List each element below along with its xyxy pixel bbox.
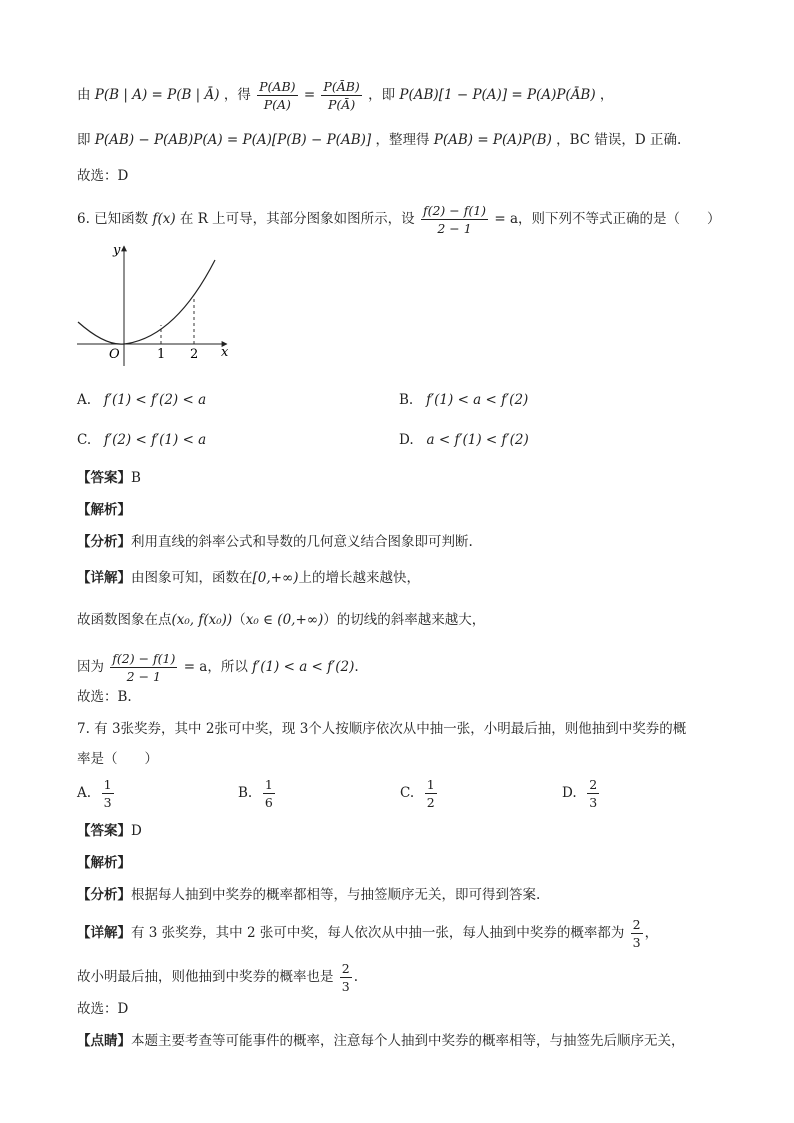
option-key: B. xyxy=(238,785,253,801)
option-text: f′(2) < f′(1) < a xyxy=(104,432,207,448)
fraction-denominator: 3 xyxy=(341,979,350,994)
point: (x₀, f(x₀)) xyxy=(171,612,233,628)
option-key: D. xyxy=(562,785,577,801)
prev-solution-choice: 故选：D xyxy=(77,168,129,184)
fraction-denominator: 2 − 1 xyxy=(126,669,161,684)
q7-choice: 故选：D xyxy=(77,1001,129,1017)
fenxi-text: 根据每人抽到中奖券的概率都相等，与抽签顺序无关，即可得到答案. xyxy=(131,887,541,903)
y-axis-label: y xyxy=(113,243,121,258)
inequality: f′(1) < a < f′(2) xyxy=(252,659,355,675)
equation: P(AB) = P(A)P(B) xyxy=(433,132,552,148)
option-text: a < f′(1) < f′(2) xyxy=(426,432,529,448)
text: 即 xyxy=(77,132,91,148)
fraction-numerator: 2 xyxy=(589,777,598,792)
fraction-denominator: 3 xyxy=(103,795,112,810)
text: . xyxy=(353,969,359,985)
tick-label-2: 2 xyxy=(190,347,199,362)
q7-option-c xyxy=(400,776,439,811)
text: = a，则下列不等式正确的是（ ） xyxy=(494,211,721,227)
text: . xyxy=(354,659,359,675)
text: 有 3 张奖券，其中 2 张可中奖，每人依次从中抽一张，每人抽到中奖券的概率都为 xyxy=(131,925,625,941)
q7-analysis-tag: 【解析】 xyxy=(77,855,131,871)
prev-solution-line-2 xyxy=(77,130,681,150)
option-key: A. xyxy=(77,392,92,408)
domain: x₀ ∈ (0,+∞) xyxy=(245,612,324,628)
option-key: D. xyxy=(399,432,414,448)
option-key: C. xyxy=(400,785,415,801)
option-fraction xyxy=(263,776,275,811)
fraction-numerator: f(2) − f(1) xyxy=(422,203,487,218)
answer-value: D xyxy=(131,823,142,839)
option-fraction xyxy=(102,776,114,811)
fraction xyxy=(340,960,352,995)
text: 6. 已知函数 xyxy=(77,211,149,227)
text: 由图象可知，函数在 xyxy=(131,570,253,586)
q7-detail-line-2 xyxy=(77,960,358,995)
text: 故函数图象在点 xyxy=(77,612,172,628)
text: （ xyxy=(232,612,246,628)
answer-value: B xyxy=(131,470,141,486)
q7-stem-line-1: 7. 有 3张奖券，其中 2张可中奖，现 3个人按顺序依次从中抽一张，小明最后抽，则他抽到中奖券的概 xyxy=(77,721,687,737)
function: f(x) xyxy=(152,211,176,227)
fenxi-tag: 【分析】 xyxy=(77,887,131,903)
fraction-numerator: P(AB) xyxy=(259,79,296,94)
text: 故小明最后抽，则他抽到中奖券的概率也是 xyxy=(77,969,334,985)
fraction xyxy=(631,916,643,951)
text: 在 R 上可导，其部分图象如图所示，设 xyxy=(179,211,415,227)
x-axis-label: x xyxy=(221,345,229,360)
interval: [0,+∞) xyxy=(252,570,299,586)
fraction-denominator: 2 xyxy=(426,795,435,810)
q6-option-d xyxy=(399,430,529,450)
equation: P(AB)[1 − P(A)] = P(A)P(ĀB) xyxy=(399,87,596,103)
q6-detail-line-1 xyxy=(77,568,420,588)
xiangjie-tag: 【详解】 xyxy=(77,925,131,941)
option-text: f′(1) < f′(2) < a xyxy=(103,392,207,408)
fraction-denominator: 3 xyxy=(589,795,598,810)
tick-label-1: 1 xyxy=(157,347,166,362)
fraction-numerator: 1 xyxy=(103,777,112,792)
fraction xyxy=(321,78,361,113)
xiangjie-tag: 【详解】 xyxy=(77,570,131,586)
q7-dianjing xyxy=(77,1031,685,1051)
option-fraction xyxy=(425,776,437,811)
text: ， xyxy=(644,925,659,941)
option-fraction xyxy=(587,776,599,811)
text: = a，所以 xyxy=(183,659,248,675)
text: ， xyxy=(599,87,614,103)
text: ，BC 错误，D 正确. xyxy=(556,132,682,148)
fraction-numerator: 1 xyxy=(264,777,273,792)
q6-detail-line-2 xyxy=(77,610,485,630)
q6-analysis-tag: 【解析】 xyxy=(77,502,131,518)
q7-option-d xyxy=(562,776,601,811)
fraction xyxy=(421,202,488,237)
fraction-denominator: 2 − 1 xyxy=(437,221,472,236)
fraction-denominator: P(Ā) xyxy=(328,97,356,112)
fenxi-tag: 【分析】 xyxy=(77,534,131,550)
q7-option-b xyxy=(238,776,277,811)
fraction xyxy=(257,78,297,113)
dianjing-tag: 【点睛】 xyxy=(77,1033,131,1049)
equation: P(B | A) = P(B | Ā) xyxy=(94,87,220,103)
fraction-numerator: 2 xyxy=(632,917,641,932)
fenxi-text: 利用直线的斜率公式和导数的几何意义结合图象即可判断. xyxy=(131,534,473,550)
option-key: C. xyxy=(77,432,92,448)
origin-label: O xyxy=(109,347,120,362)
function-graph-figure xyxy=(75,240,240,368)
text: 因为 xyxy=(77,659,104,675)
answer-tag: 【答案】 xyxy=(77,470,131,486)
fraction-numerator: 1 xyxy=(426,777,435,792)
text: 上的增长越来越快， xyxy=(298,570,420,586)
prev-solution-line-1: 由 P(B | A) = P(B | Ā) ，得 $\frac{P(AB)}{P(A)}$ = $\frac{P(ĀB)}{P(Ā)}$ ，即 P(AB)[1 − P(A)] = P(A)P(ĀB) ， xyxy=(77,79,614,112)
q6-fenxi xyxy=(77,532,473,552)
dianjing-text: 本题主要考查等可能事件的概率，注意每个人抽到中奖券的概率相等，与抽签先后顺序无关， xyxy=(131,1033,685,1049)
q6-detail-line-3 xyxy=(77,650,359,685)
q7-stem-line-2: 率是（ ） xyxy=(77,751,158,767)
option-text: f′(1) < a < f′(2) xyxy=(426,392,529,408)
fraction-denominator: P(A) xyxy=(263,97,291,112)
fraction xyxy=(110,650,177,685)
q6-choice: 故选：B. xyxy=(77,689,132,705)
q6-stem xyxy=(77,202,721,237)
option-key: A. xyxy=(77,785,92,801)
text: ，整理得 xyxy=(375,132,430,148)
text: ，即 xyxy=(368,87,396,103)
q6-option-b xyxy=(399,390,528,410)
fraction-denominator: 6 xyxy=(264,795,273,810)
q7-option-a xyxy=(77,776,116,811)
q6-option-c xyxy=(77,430,206,450)
q6-option-a xyxy=(77,390,206,410)
text: ，得 xyxy=(223,87,251,103)
text: ）的切线的斜率越来越大， xyxy=(323,612,486,628)
fraction-denominator: 3 xyxy=(632,935,641,950)
fraction-numerator: P(ĀB) xyxy=(323,79,360,94)
q7-detail-line-1 xyxy=(77,916,658,951)
q7-answer xyxy=(77,821,142,841)
fraction-numerator: 2 xyxy=(341,961,350,976)
q6-answer xyxy=(77,468,141,488)
option-key: B. xyxy=(399,392,414,408)
answer-tag: 【答案】 xyxy=(77,823,131,839)
equation: P(AB) − P(AB)P(A) = P(A)[P(B) − P(AB)] xyxy=(94,132,372,148)
text: 由 xyxy=(77,87,91,103)
q7-fenxi xyxy=(77,885,540,905)
fraction-numerator: f(2) − f(1) xyxy=(112,651,176,666)
